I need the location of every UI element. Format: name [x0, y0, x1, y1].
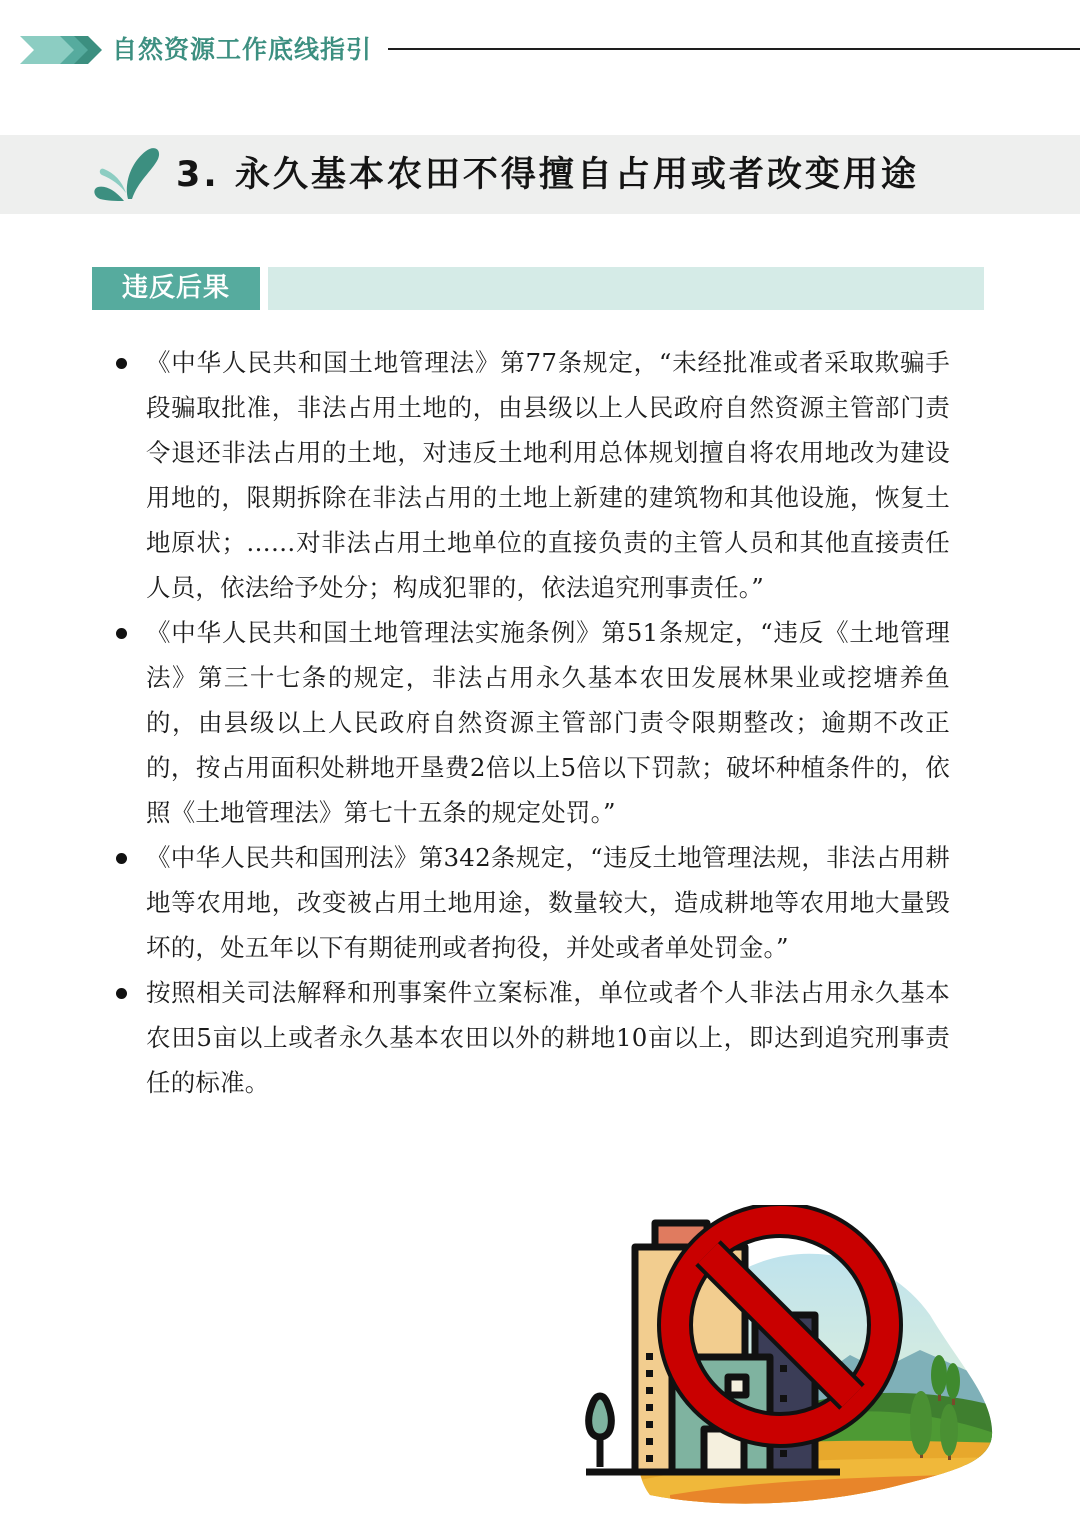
section-title: 3. 永久基本农田不得擅自占用或者改变用途	[176, 155, 919, 195]
running-header-title: 自然资源工作底线指引	[112, 35, 373, 64]
leaf-sprout-icon	[94, 145, 162, 205]
header-divider	[388, 48, 1080, 50]
no-construction-on-farmland-icon	[580, 1205, 1010, 1510]
list-item-text: 按照相关司法解释和刑事案件立案标准，单位或者个人非法占用永久基本农田5亩以上或者永久基本农田以外的耕地10亩以上，即达到追究刑事责任的标准。	[146, 978, 950, 1097]
list-item	[110, 970, 950, 1105]
list-item-text: 《中华人民共和国土地管理法》第77条规定，“未经批准或者采取欺骗手段骗取批准，非法占用土地的，由县级以上人民政府自然资源主管部门责令退还非法占用的土地，对违反土地利用总体规划擅自将农用地改为建设用地的，限期拆除在非法占用的土地上新建的建筑物和其他设施，恢复土地原状；……对非法占用土地单位的直接负责的主管人员和其他直接责任人员，依法给予处分；构成犯罪的，依法追究刑事责任。”	[146, 348, 950, 602]
bullet-icon	[116, 628, 127, 639]
chevron-arrows-icon	[20, 36, 102, 64]
list-item-text: 《中华人民共和国土地管理法实施条例》第51条规定，“违反《土地管理法》第三十七条的规定，非法占用永久基本农田发展林果业或挖塘养鱼的，由县级以上人民政府自然资源主管部门责令限期整改；逾期不改正的，按占用面积处耕地开垦费2倍以上5倍以下罚款；破坏种植条件的，依照《土地管理法》第七十五条的规定处罚。”	[146, 618, 950, 827]
bullet-icon	[116, 358, 127, 369]
consequences-list	[110, 340, 950, 1105]
consequences-label-bar	[92, 267, 984, 310]
bullet-icon	[116, 988, 127, 999]
consequences-label: 违反后果	[92, 267, 260, 310]
bullet-icon	[116, 853, 127, 864]
list-item	[110, 835, 950, 970]
label-bar-fill	[268, 267, 984, 310]
list-item	[110, 340, 950, 610]
list-item-text: 《中华人民共和国刑法》第342条规定，“违反土地管理法规，非法占用耕地等农用地，改变被占用土地用途，数量较大，造成耕地等农用地大量毁坏的，处五年以下有期徒刑或者拘役，并处或者单处罚金。”	[146, 843, 950, 962]
list-item	[110, 610, 950, 835]
running-header	[0, 0, 1080, 100]
section-banner	[0, 135, 1080, 214]
